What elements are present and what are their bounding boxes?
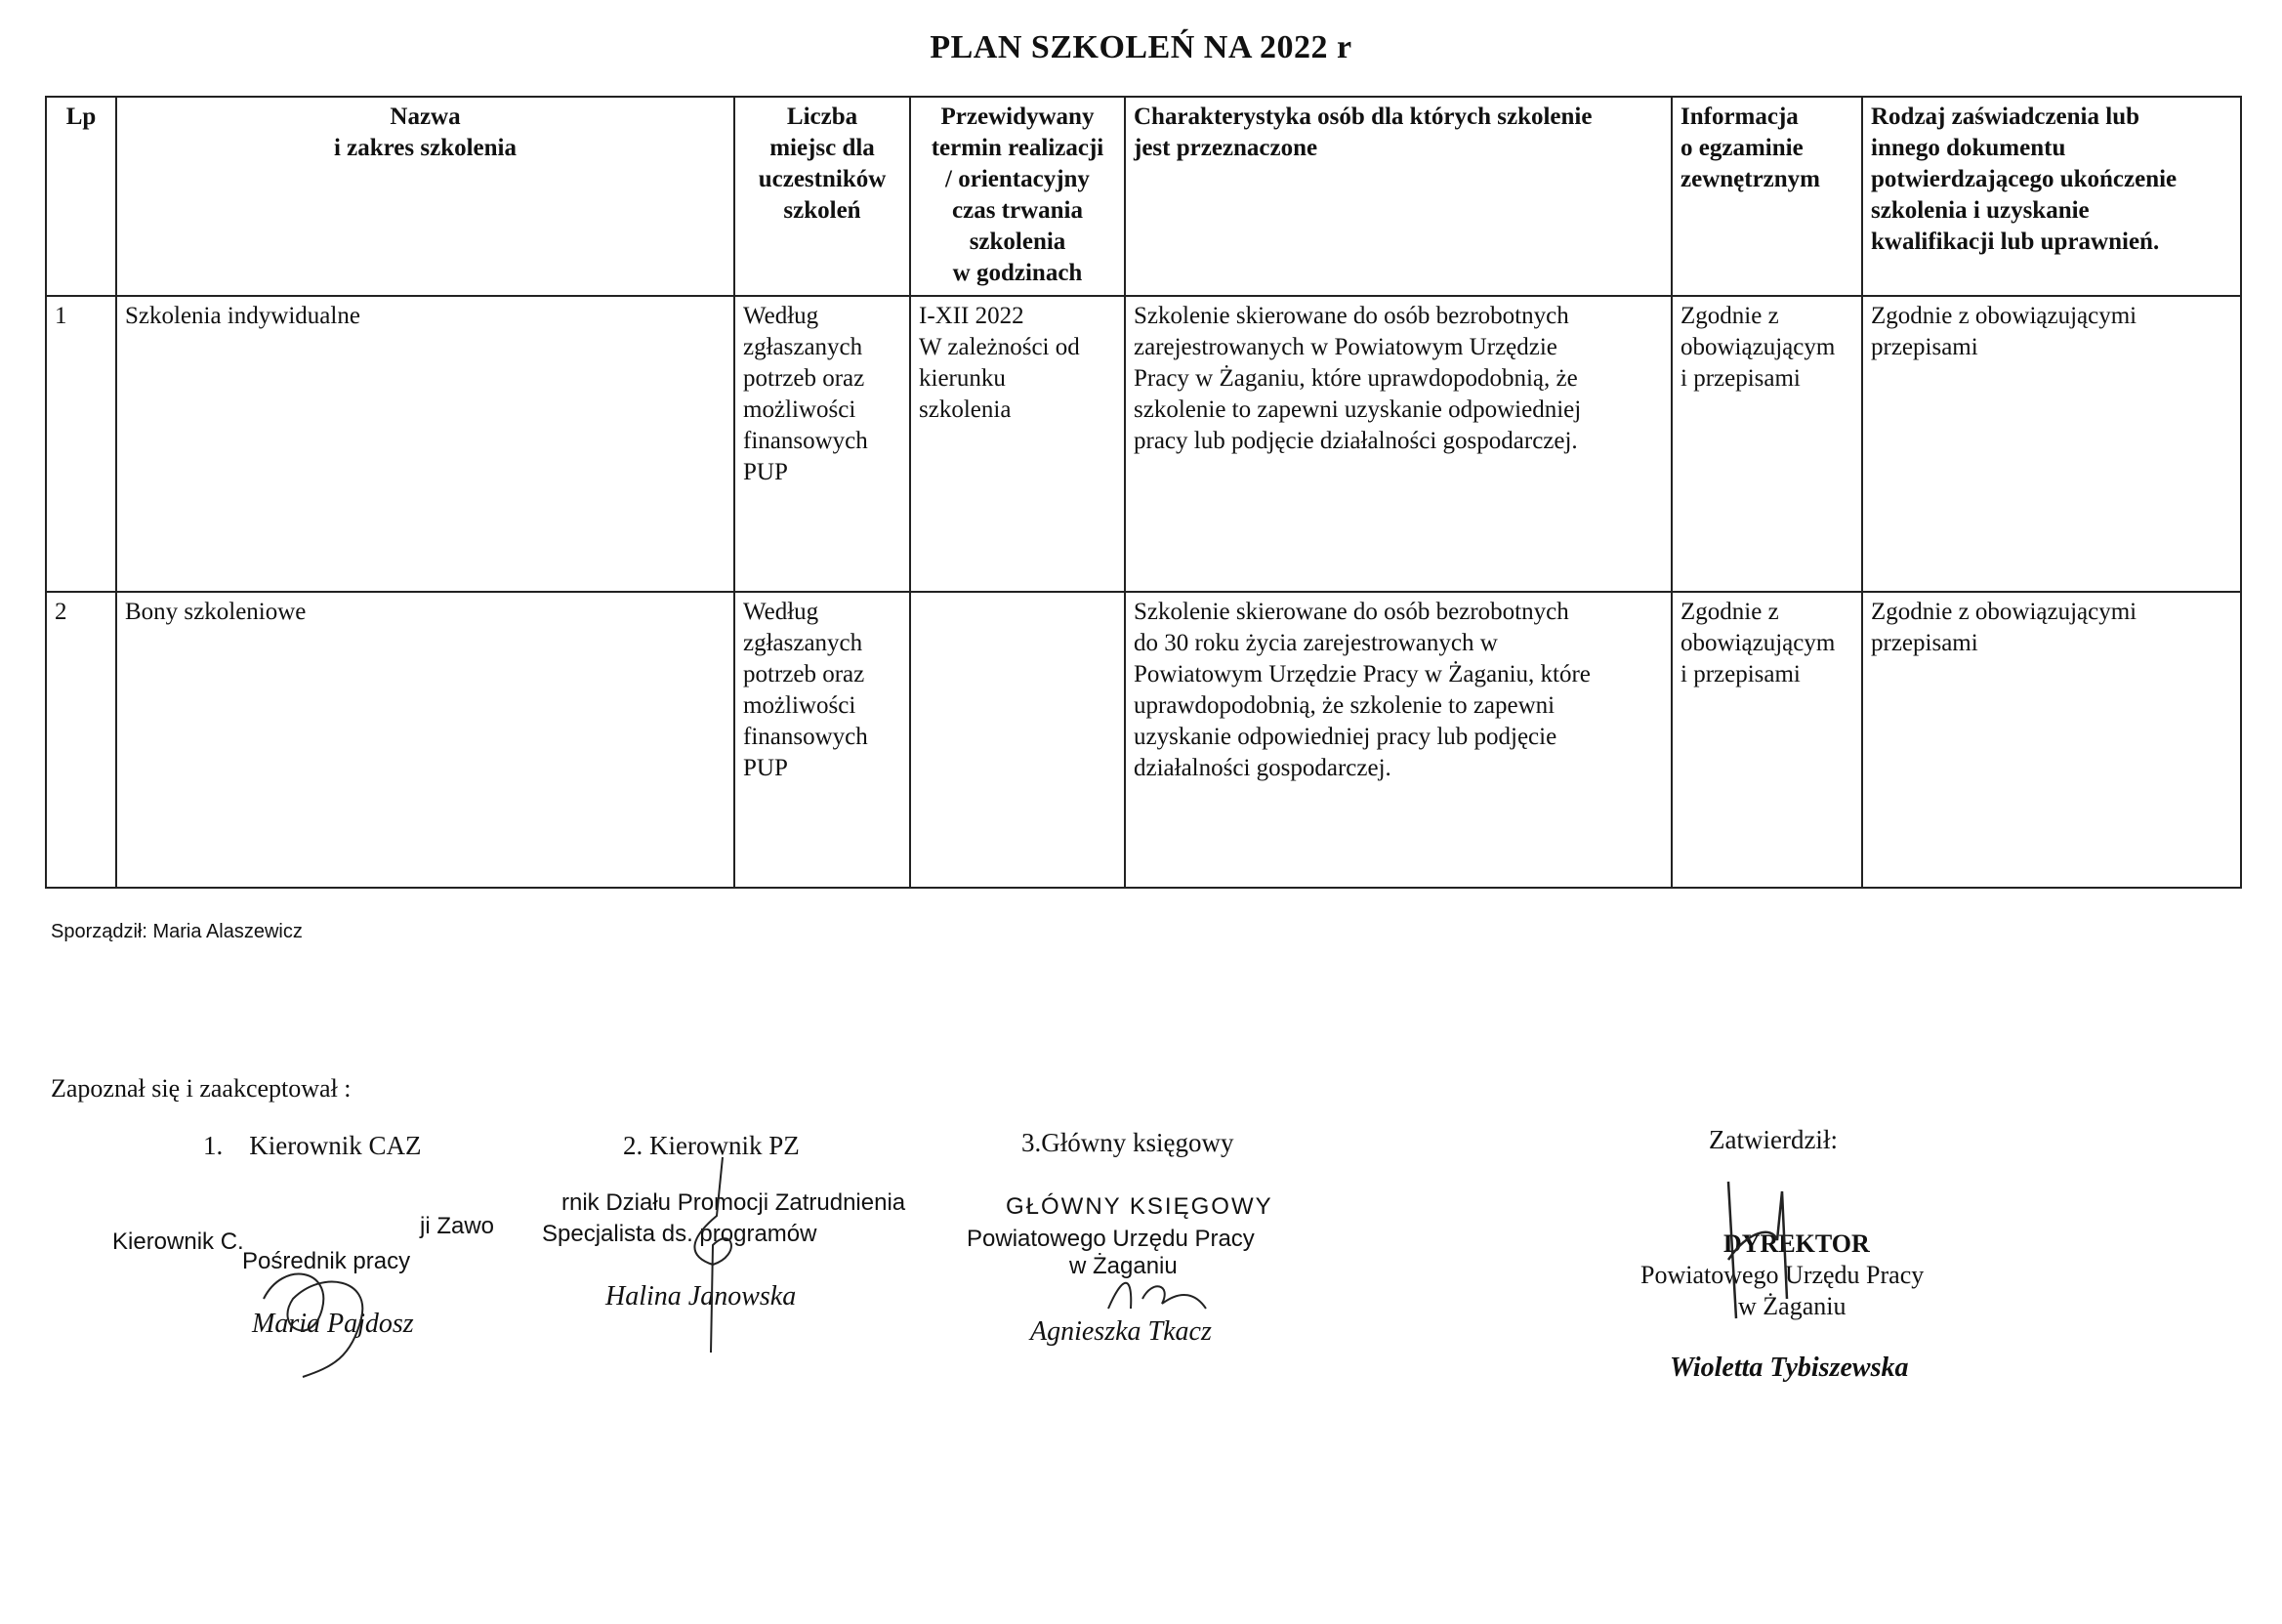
stamp-4-line2: Powiatowego Urzędu Pracy: [1640, 1261, 1925, 1289]
stamp-2-name: Halina Janowska: [605, 1281, 797, 1312]
cell-charakterystyka: Szkolenie skierowane do osób bezrobotnych zarejestrowanych w Powiatowym Urzędzie Pracy w Żaganiu, które uprawdopodobnią, że szkolenie to zapewni uzyskanie odpowiedniej pracy lub podjęcie działalności gospodarczej.: [1125, 296, 1672, 592]
header-text: Charakterystyka osób dla których szkolenie jest przeznaczone: [1134, 104, 1593, 161]
table-row: [46, 296, 2241, 592]
signature-4-scribble: [1719, 1182, 1806, 1338]
approver-1: [203, 1131, 421, 1161]
cell-liczba: Według zgłaszanych potrzeb oraz możliwości finansowych PUP: [734, 592, 910, 888]
cell-lp: 2: [46, 592, 116, 888]
stamp-1-line2: Pośrednik pracy: [242, 1248, 411, 1274]
table-row: [46, 592, 2241, 888]
stamp-4-line1: DYREKTOR: [1723, 1229, 1870, 1258]
header-egzamin: [1672, 97, 1862, 296]
header-text: Przewidywany termin realizacji / orientacyjny czas trwania szkolenia w godzinach: [931, 104, 1104, 286]
table-header-row: [46, 97, 2241, 296]
approver-3-label: 3.Główny księgowy: [1021, 1128, 1234, 1157]
cell-lp: 1: [46, 296, 116, 592]
header-text: Informacja o egzaminie zewnętrznym: [1680, 104, 1820, 192]
stamp-3-line3: w Żaganiu: [1069, 1253, 1178, 1279]
signature-1-scribble: [244, 1240, 439, 1377]
stamp-2-line2: Specjalista ds. programów: [542, 1221, 817, 1247]
training-plan-table: [45, 96, 2242, 889]
cell-termin: I-XII 2022 W zależności od kierunku szkolenia: [910, 296, 1125, 592]
approver-1-label: Kierownik CAZ: [249, 1131, 422, 1160]
stamp-3-line1: GŁÓWNY KSIĘGOWY: [1006, 1193, 1273, 1220]
header-termin: [910, 97, 1125, 296]
signature-2-scribble: [674, 1157, 752, 1357]
header-lp: Lp: [46, 97, 116, 296]
approver-4-label: Zatwierdził:: [1709, 1125, 1838, 1154]
acknowledged-label: Zapoznał się i zaakceptował :: [51, 1074, 352, 1103]
stamp-3-name: Agnieszka Tkacz: [1030, 1316, 1212, 1347]
approver-2-label: 2. Kierownik PZ: [623, 1131, 800, 1160]
header-charakterystyka: [1125, 97, 1672, 296]
header-zaswiadczenie: [1862, 97, 2241, 296]
stamp-2-line1: rnik Działu Promocji Zatrudnienia: [561, 1189, 906, 1216]
header-nazwa: [116, 97, 734, 296]
stamp-1-line1: Kierownik C.: [112, 1228, 244, 1255]
cell-egzamin: Zgodnie z obowiązującym i przepisami: [1672, 296, 1862, 592]
header-liczba: [734, 97, 910, 296]
cell-charakterystyka: Szkolenie skierowane do osób bezrobotnych do 30 roku życia zarejestrowanych w Powiatowym Urzędzie Pracy w Żaganiu, które uprawdopodobnią, że szkolenie to zapewni uzyskanie odpowiedniej pracy lub podjęcie działalności gospodarczej.: [1125, 592, 1672, 888]
document-title: PLAN SZKOLEŃ NA 2022 r: [930, 29, 1352, 65]
stamp-3-line2: Powiatowego Urzędu Pracy: [967, 1226, 1255, 1252]
cell-zaswiadczenie: Zgodnie z obowiązującymi przepisami: [1862, 296, 2241, 592]
stamp-1-name: Maria Pajdosz: [252, 1309, 414, 1339]
cell-nazwa: Bony szkoleniowe: [116, 592, 734, 888]
header-text: Liczba miejsc dla uczestników szkoleń: [758, 104, 887, 224]
stamp-4-line3: w Żaganiu: [1738, 1292, 1846, 1320]
cell-egzamin: Zgodnie z obowiązującym i przepisami: [1672, 592, 1862, 888]
cell-nazwa: Szkolenia indywidualne: [116, 296, 734, 592]
approver-1-number: 1.: [203, 1131, 224, 1160]
prepared-by: Sporządził: Maria Alaszewicz: [51, 921, 303, 942]
cell-liczba: Według zgłaszanych potrzeb oraz możliwości finansowych PUP: [734, 296, 910, 592]
signature-3-scribble: [1103, 1270, 1211, 1318]
cell-zaswiadczenie: Zgodnie z obowiązującymi przepisami: [1862, 592, 2241, 888]
header-text: Nazwa i zakres szkolenia: [333, 104, 518, 161]
header-text: Rodzaj zaświadczenia lub innego dokumentu potwierdzającego ukończenie szkolenia i uzyskanie kwalifikacji lub uprawnień.: [1871, 104, 2178, 255]
stamp-1-line1b: ji Zawo: [420, 1213, 495, 1239]
stamp-4-name: Wioletta Tybiszewska: [1670, 1353, 1909, 1383]
cell-termin: [910, 592, 1125, 888]
